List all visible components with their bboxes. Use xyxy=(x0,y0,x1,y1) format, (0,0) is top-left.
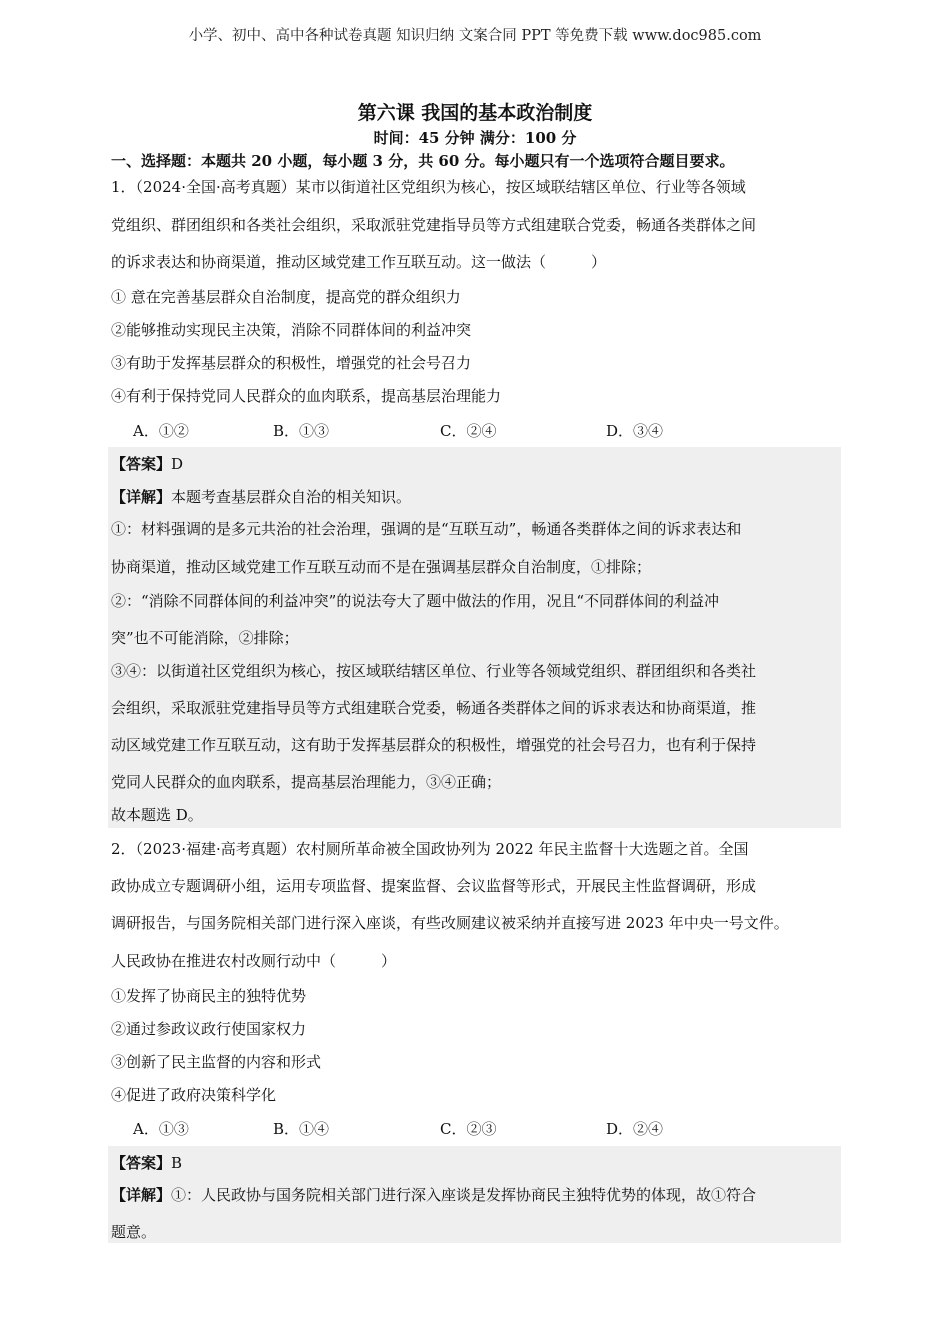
q2-statement: ④促进了政府决策科学化 xyxy=(111,1086,277,1104)
q2-option-b: B．①④ xyxy=(273,1120,330,1138)
q1-statement: ②能够推动实现民主决策，消除不同群体间的利益冲突 xyxy=(111,321,472,339)
answer-value: B xyxy=(171,1154,183,1172)
q2-statement: ③创新了民主监督的内容和形式 xyxy=(111,1053,322,1071)
q1-stem-line: 1．（2024·全国·高考真题）某市以街道社区党组织为核心，按区域联结辖区单位、行业等各领域 xyxy=(111,178,746,196)
detail-text: ①：人民政协与国务院相关部门进行深入座谈是发挥协商民主独特优势的体现，故①符合 xyxy=(171,1186,757,1204)
q1-statement: ① 意在完善基层群众自治制度，提高党的群众组织力 xyxy=(111,288,461,306)
q2-answer xyxy=(111,1152,182,1173)
q1-option-d: D．③④ xyxy=(606,422,664,440)
q2-option-a: A．①③ xyxy=(133,1120,189,1138)
q1-statement: ③有助于发挥基层群众的积极性，增强党的社会号召力 xyxy=(111,354,472,372)
q2-detail-line: 题意。 xyxy=(111,1223,157,1241)
q1-stem-line: 的诉求表达和协商渠道，推动区域党建工作互联互动。这一做法（ ） xyxy=(111,253,607,271)
answer-value: D xyxy=(171,455,184,473)
answer-label: 【答案】 xyxy=(111,1154,172,1172)
q1-analysis-line: 会组织，采取派驻党建指导员等方式组建联合党委，畅通各类群体之间的诉求表达和协商渠道，推 xyxy=(111,699,757,717)
q1-stem-line: 党组织、群团组织和各类社会组织，采取派驻党建指导员等方式组建联合党委，畅通各类群体之间 xyxy=(111,216,757,234)
q2-statement: ②通过参政议政行使国家权力 xyxy=(111,1020,307,1038)
q1-analysis-line: 突”也不可能消除，②排除； xyxy=(111,629,299,647)
q1-statement: ④有利于保持党同人民群众的血肉联系，提高基层治理能力 xyxy=(111,387,502,405)
q2-stem-line: 人民政协在推进农村改厕行动中（ ） xyxy=(111,952,397,970)
q1-answer xyxy=(111,453,183,474)
q1-analysis-line: ①：材料强调的是多元共治的社会治理，强调的是“互联互动”，畅通各类群体之间的诉求表达和 xyxy=(111,520,742,538)
section-heading: 一、选择题：本题共 20 小题，每小题 3 分，共 60 分。每小题只有一个选项符合题目要求。 xyxy=(111,152,735,170)
q1-option-a: A．①② xyxy=(133,422,189,440)
q2-option-d: D．②④ xyxy=(606,1120,664,1138)
q2-stem-line: 政协成立专题调研小组，运用专项监督、提案监督、会议监督等形式，开展民主性监督调研，形成 xyxy=(111,877,757,895)
q1-detail xyxy=(111,486,411,507)
detail-intro: 本题考查基层群众自治的相关知识。 xyxy=(171,488,412,506)
detail-label: 【详解】 xyxy=(111,488,172,506)
exam-meta: 时间：45 分钟 满分：100 分 xyxy=(373,129,577,147)
q1-conclusion: 故本题选 D。 xyxy=(111,806,203,824)
q1-option-c: C．②④ xyxy=(440,422,497,440)
answer-label: 【答案】 xyxy=(111,455,172,473)
q1-option-b: B．①③ xyxy=(273,422,330,440)
q2-stem-line: 调研报告，与国务院相关部门进行深入座谈，有些改厕建议被采纳并直接写进 2023 年中央一号文件。 xyxy=(111,914,789,932)
site-header: 小学、初中、高中各种试卷真题 知识归纳 文案合同 PPT 等免费下载 www.doc985.com xyxy=(188,28,762,44)
q1-analysis-line: 党同人民群众的血肉联系，提高基层治理能力，③④正确； xyxy=(111,773,502,791)
q1-analysis-line: 协商渠道，推动区域党建工作互联互动而不是在强调基层群众自治制度，①排除； xyxy=(111,558,652,576)
q1-analysis-line: ③④：以街道社区党组织为核心，按区域联结辖区单位、行业等各领域党组织、群团组织和各类社 xyxy=(111,662,757,680)
q1-analysis-line: 动区域党建工作互联互动，这有助于发挥基层群众的积极性，增强党的社会号召力，也有利于保持 xyxy=(111,736,757,754)
q1-analysis-line: ②：“消除不同群体间的利益冲突”的说法夸大了题中做法的作用，况且“不同群体间的利益冲 xyxy=(111,592,720,610)
q2-statement: ①发挥了协商民主的独特优势 xyxy=(111,987,307,1005)
q2-stem-line: 2．（2023·福建·高考真题）农村厕所革命被全国政协列为 2022 年民主监督十大选题之首。全国 xyxy=(111,840,749,858)
q2-option-c: C．②③ xyxy=(440,1120,497,1138)
page-title: 第六课 我国的基本政治制度 xyxy=(357,102,593,124)
q2-detail xyxy=(111,1184,756,1205)
detail-label: 【详解】 xyxy=(111,1186,172,1204)
